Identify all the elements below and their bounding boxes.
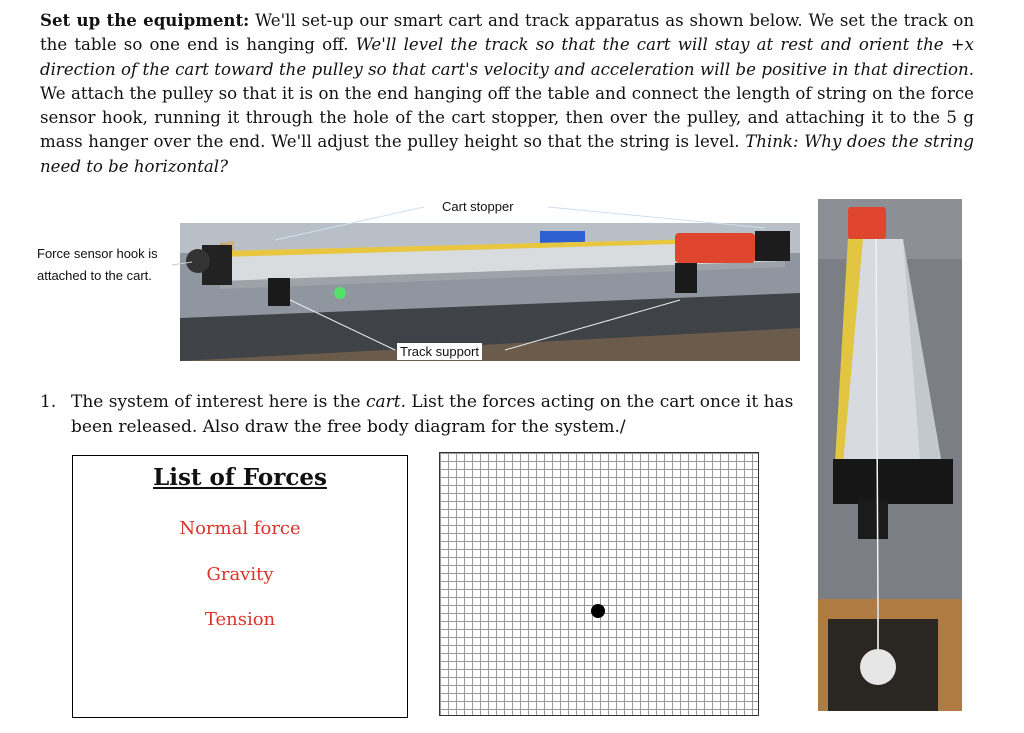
- force-item-normal: Normal force: [179, 518, 301, 539]
- side-view-photo-drawing: [818, 199, 962, 711]
- intro-sentence-1: We'll set-up our smart cart and track apparatus as shown below. We set the track on the table so one end is hanging off.: [40, 11, 975, 55]
- label-track-support: Track support: [397, 343, 482, 360]
- label-cart-stopper: Cart stopper: [442, 199, 514, 214]
- intro-think: Think: Why does the string need to be horizontal?: [40, 132, 975, 176]
- instructions-paragraph: [40, 8, 974, 179]
- question-1: [40, 390, 810, 440]
- force-item-gravity: Gravity: [206, 564, 274, 585]
- question-text-b: List the forces acting on the cart once it has been released. Also draw the free body diagram for the system.: [71, 392, 794, 437]
- label-force-sensor-line1: Force sensor hook is: [37, 246, 158, 261]
- label-force-sensor-line2: attached to the cart.: [37, 268, 152, 283]
- side-view-photo: [818, 199, 962, 711]
- forces-list-box: [72, 455, 408, 718]
- system-point-dot: [591, 604, 605, 618]
- question-text-a: The system of interest here is the: [71, 392, 366, 412]
- cursor-mark: /: [619, 417, 626, 437]
- apparatus-photo-drawing: [180, 223, 800, 361]
- question-text-italic: cart.: [366, 392, 407, 412]
- question-number: 1.: [40, 392, 57, 412]
- intro-sentence-3: We attach the pulley so that it is on the end hanging off the table and connect the length of string on the force sensor hook, running it through the hole of the cart stopper, then over the pulley, and attaching it to the 5 g mass hanger over the end. We'll adjust the pulley height so that the string is level.: [40, 83, 974, 152]
- free-body-diagram-grid[interactable]: [439, 452, 759, 716]
- apparatus-photo: [180, 223, 800, 361]
- intro-lead: Set up the equipment:: [40, 10, 250, 30]
- forces-list-title: List of Forces: [153, 464, 327, 491]
- intro-sentence-2: We'll level the track so that the cart will stay at rest and orient the +x direction of the cart toward the pulley so that cart's velocity and acceleration will be positive in that direction.: [40, 35, 974, 79]
- force-item-tension: Tension: [204, 609, 276, 630]
